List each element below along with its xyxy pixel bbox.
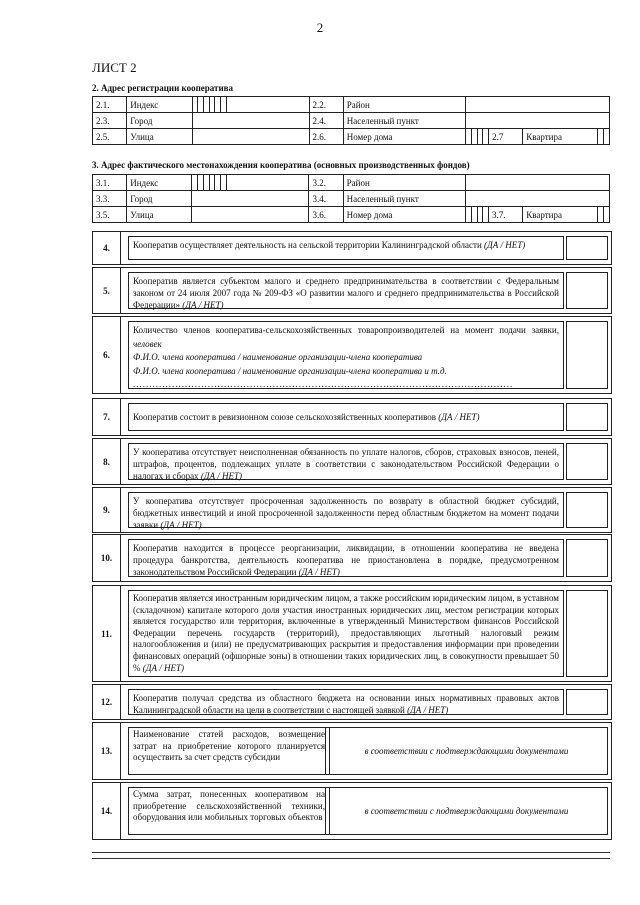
answer-box[interactable] [566, 321, 608, 389]
item-text: Количество членов кооператива-сельскохозяйственных товаропроизводителей на момент подачи заявки, человек Ф.И.О. члена кооператива / наименование организации-члена кооператива Ф.И.О. члена кооператива / наименование организации-члена кооператива и т.д. ..................................................................................................................... [128, 321, 564, 389]
field-label: Индекс [127, 97, 192, 113]
answer-box[interactable] [566, 443, 608, 480]
field-number: 3.4. [309, 191, 343, 207]
item-number: 8. [93, 439, 121, 484]
field-number: 2.7 [489, 129, 523, 145]
item-number: 7. [93, 399, 121, 435]
item-4 [92, 231, 612, 265]
table-row [93, 207, 610, 223]
field-number: 2.6. [309, 129, 343, 145]
item-text: Кооператив является иностранным юридическим лицом, а также российским юридическим лицом, в уставном (складочном) капитале которого доля участия иностранных юридических лиц, местом регистрации которых является государство или территория, включенные в утвержденный Министерством финансов Российской Федерации перечень государств (территорий), предоставляющих льготный налоговый режим налогообложения и (или) не предусматривающих раскрытия и предоставления информации при проведении финансовых операций (офшорные зоны) в отношении таких юридических лиц, в совокупности превышает 50 % (ДА / НЕТ) [128, 590, 564, 677]
item-number: 10. [93, 535, 121, 581]
item-number: 4. [93, 232, 121, 264]
input-cell[interactable] [604, 129, 610, 145]
input-cell[interactable] [604, 207, 610, 223]
item-text: Кооператив находится в процессе реорганизации, ликвидации, в отношении кооператива не введена процедура банкротства, деятельность кооператива не приостановлена в порядке, предусмотренном законодательством Российской Федерации (ДА / НЕТ) [128, 539, 564, 577]
item-value[interactable]: в соответствии с подтверждающими документами [325, 727, 608, 775]
item-14 [92, 782, 612, 840]
item-11 [92, 585, 612, 682]
item-number: 11. [93, 586, 121, 681]
item-label: Наименование статей расходов, возмещение затрат на приобретение которого планируется осуществить за счет средств субсидии [128, 727, 330, 775]
field-label: Район [343, 175, 466, 191]
answer-box[interactable] [566, 403, 608, 431]
field-number: 2.3. [93, 113, 127, 129]
field-label: Улица [127, 207, 192, 223]
section-2-title: 2. Адрес регистрации кооператива [92, 83, 234, 93]
item-5 [92, 267, 612, 314]
field-number: 3.5. [93, 207, 127, 223]
answer-box[interactable] [566, 689, 608, 715]
field-label: Город [127, 113, 192, 129]
table-row [93, 191, 610, 207]
item-12 [92, 684, 612, 720]
answer-box[interactable] [566, 492, 608, 528]
input-cell[interactable] [466, 175, 610, 191]
item-text: Кооператив является субъектом малого и среднего предпринимательства в соответствии с Федеральным законом от 24 июля 2007 года № 209-ФЗ «О развитии малого и среднего предпринимательства в Российской Федерации» (ДА / НЕТ) [128, 272, 564, 309]
field-label: Населенный пункт [343, 113, 466, 129]
bottom-rule [92, 852, 610, 853]
field-label: Квартира [523, 207, 598, 223]
section-3-title: 3. Адрес фактического местонахождения кооператива (основных производственных фондов) [92, 160, 470, 170]
answer-box[interactable] [566, 590, 608, 677]
table-row [93, 175, 610, 191]
field-label: Улица [127, 129, 192, 145]
field-number: 3.1. [93, 175, 127, 191]
item-text: У кооператива отсутствует неисполненная обязанность по уплате налогов, сборов, страховых взносов, пеней, штрафов, процентов, подлежащих уплате в соответствии с законодательством Российской Федерации о налогах и сборах (ДА / НЕТ) [128, 443, 564, 480]
field-number: 3.7. [489, 207, 523, 223]
item-number: 6. [93, 317, 121, 393]
field-label: Номер дома [343, 129, 466, 145]
answer-box[interactable] [566, 236, 608, 260]
item-number: 13. [93, 723, 121, 779]
page-number: 2 [316, 20, 324, 35]
table-row [93, 97, 610, 113]
field-label: Квартира [523, 129, 598, 145]
table-row [93, 129, 610, 145]
input-cell[interactable] [466, 113, 610, 129]
input-cell[interactable] [192, 113, 309, 129]
sheet-title: ЛИСТ 2 [92, 60, 137, 75]
input-cell[interactable] [466, 97, 610, 113]
item-number: 14. [93, 783, 121, 839]
field-number: 2.1. [93, 97, 127, 113]
item-number: 9. [93, 488, 121, 532]
item-label: Сумма затрат, понесенных кооперативом на приобретение сельскохозяйственной техники, оборудования или мобильных торговых объектов [128, 787, 330, 835]
item-9 [92, 487, 612, 533]
input-cell[interactable] [192, 207, 309, 223]
item-number: 12. [93, 685, 121, 719]
field-number: 3.2. [309, 175, 343, 191]
item-6 [92, 316, 612, 394]
item-number: 5. [93, 268, 121, 313]
field-number: 3.3. [93, 191, 127, 207]
input-cell[interactable] [226, 97, 309, 113]
item-8 [92, 438, 612, 485]
item-7 [92, 398, 612, 436]
item-text: Кооператив состоит в ревизионном союзе сельскохозяйственных кооперативов (ДА / НЕТ) [128, 403, 564, 431]
input-cell[interactable] [192, 191, 309, 207]
answer-box[interactable] [566, 539, 608, 577]
item-value[interactable]: в соответствии с подтверждающими документами [325, 787, 608, 835]
item-text: У кооператива отсутствует просроченная задолженность по возврату в областной бюджет субсидий, бюджетных инвестиций и иной просроченной задолженности перед областным бюджетом на момент подачи заявки (ДА / НЕТ) [128, 492, 564, 528]
item-13 [92, 722, 612, 780]
field-number: 2.2. [309, 97, 343, 113]
input-cell[interactable] [226, 175, 309, 191]
section-2-table [92, 96, 610, 145]
field-number: 3.6. [309, 207, 343, 223]
field-number: 2.4. [309, 113, 343, 129]
field-label: Город [127, 191, 192, 207]
bottom-rule [92, 858, 610, 859]
field-label: Населенный пункт [343, 191, 466, 207]
section-3-table [92, 174, 610, 223]
field-number: 2.5. [93, 129, 127, 145]
field-label: Индекс [127, 175, 192, 191]
input-cell[interactable] [466, 191, 610, 207]
field-label: Номер дома [343, 207, 466, 223]
field-label: Район [343, 97, 466, 113]
input-cell[interactable] [192, 129, 309, 145]
item-10 [92, 534, 612, 582]
item-text: Кооператив осуществляет деятельность на сельской территории Калининградской области (ДА / НЕТ) [128, 236, 564, 260]
item-text: Кооператив получал средства из областного бюджета на основании иных нормативных правовых актов Калининградской области на цели в соответствии с настоящей заявкой (ДА / НЕТ) [128, 689, 564, 715]
answer-box[interactable] [566, 272, 608, 309]
table-row [93, 113, 610, 129]
